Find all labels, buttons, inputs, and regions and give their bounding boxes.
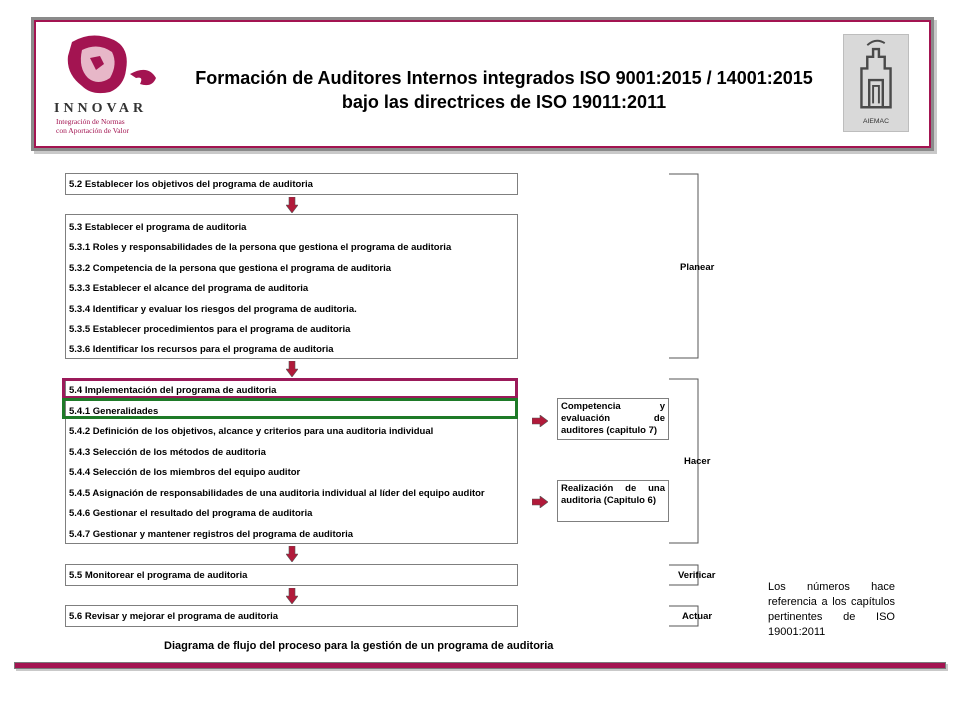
diagram-caption: Diagrama de flujo del proceso para la gestión de un programa de auditoria	[164, 640, 554, 652]
step-5-3-1: 5.3.1 Roles y responsabilidades de la persona que gestiona el programa de auditoria	[69, 242, 452, 253]
phase-planear: Planear	[680, 262, 715, 273]
down-arrow-icon	[286, 197, 298, 213]
step-5-3-6: 5.3.6 Identificar los recursos para el programa de auditoria	[69, 344, 334, 355]
header-banner	[31, 17, 934, 151]
step-5-2: 5.2 Establecer los objetivos del programa de auditoria	[69, 179, 313, 190]
step-5-6-box	[65, 605, 518, 627]
step-5-4: 5.4 Implementación del programa de auditoria	[69, 385, 277, 396]
innovar-tagline-1: Integración de Normas	[56, 117, 125, 126]
step-5-6: 5.6 Revisar y mejorar el programa de auditoria	[69, 611, 279, 622]
step-5-5: 5.5 Monitorear el programa de auditoria	[69, 570, 248, 581]
step-5-3-3: 5.3.3 Establecer el alcance del programa de auditoria	[69, 283, 309, 294]
step-5-2-box	[65, 173, 518, 195]
competencia-box: Competencia y evaluación de auditores (capitulo 7)	[557, 398, 669, 440]
step-5-4-3: 5.4.3 Selección de los métodos de auditoria	[69, 447, 266, 458]
step-5-3: 5.3 Establecer el programa de auditoria	[69, 222, 247, 233]
innovar-tagline-2: con Aportación de Valor	[56, 126, 129, 135]
page-title: Formación de Auditores Internos integrados ISO 9001:2015 / 14001:2015 bajo las directrices de ISO 19011:2011	[195, 68, 813, 112]
aiemac-wordmark: AIEMAC	[863, 117, 889, 125]
phase-actuar: Actuar	[682, 611, 713, 622]
step-5-4-5: 5.4.5 Asignación de responsabilidades de una auditoria individual al líder del equipo auditor	[69, 488, 485, 499]
step-5-4-4: 5.4.4 Selección de los miembros del equipo auditor	[69, 467, 301, 478]
right-arrow-icon	[532, 496, 548, 508]
innovar-wordmark: INNOVAR	[54, 101, 148, 116]
footer-bar	[14, 662, 946, 669]
innovar-logo	[52, 30, 174, 140]
highlight-step-5-4	[62, 378, 518, 399]
down-arrow-icon	[286, 588, 298, 604]
step-5-3-box	[65, 214, 518, 359]
aiemac-logo	[843, 34, 909, 132]
step-5-4-7: 5.4.7 Gestionar y mantener registros del programa de auditoria	[69, 529, 354, 540]
step-5-5-box	[65, 564, 518, 586]
reference-note: Los números hace referencia a los capítulos pertinentes de ISO 19001:2011	[768, 581, 895, 638]
right-arrow-icon	[532, 415, 548, 427]
down-arrow-icon	[286, 361, 298, 377]
step-5-4-1: 5.4.1 Generalidades	[69, 406, 159, 417]
step-5-4-6: 5.4.6 Gestionar el resultado del programa de auditoria	[69, 508, 313, 519]
step-5-4-2: 5.4.2 Definición de los objetivos, alcance y criterios para una auditoria individual	[69, 426, 434, 437]
step-5-3-5: 5.3.5 Establecer procedimientos para el programa de auditoria	[69, 324, 351, 335]
realizacion-box: Realización de una auditoria (Capitulo 6)	[557, 480, 669, 522]
phase-hacer: Hacer	[684, 456, 711, 467]
step-5-3-4: 5.3.4 Identificar y evaluar los riesgos del programa de auditoria.	[69, 304, 357, 315]
phase-verificar: Verificar	[678, 570, 716, 581]
down-arrow-icon	[286, 546, 298, 562]
highlight-step-5-4-1	[62, 398, 518, 419]
step-5-3-2: 5.3.2 Competencia de la persona que gestiona el programa de auditoria	[69, 263, 392, 274]
